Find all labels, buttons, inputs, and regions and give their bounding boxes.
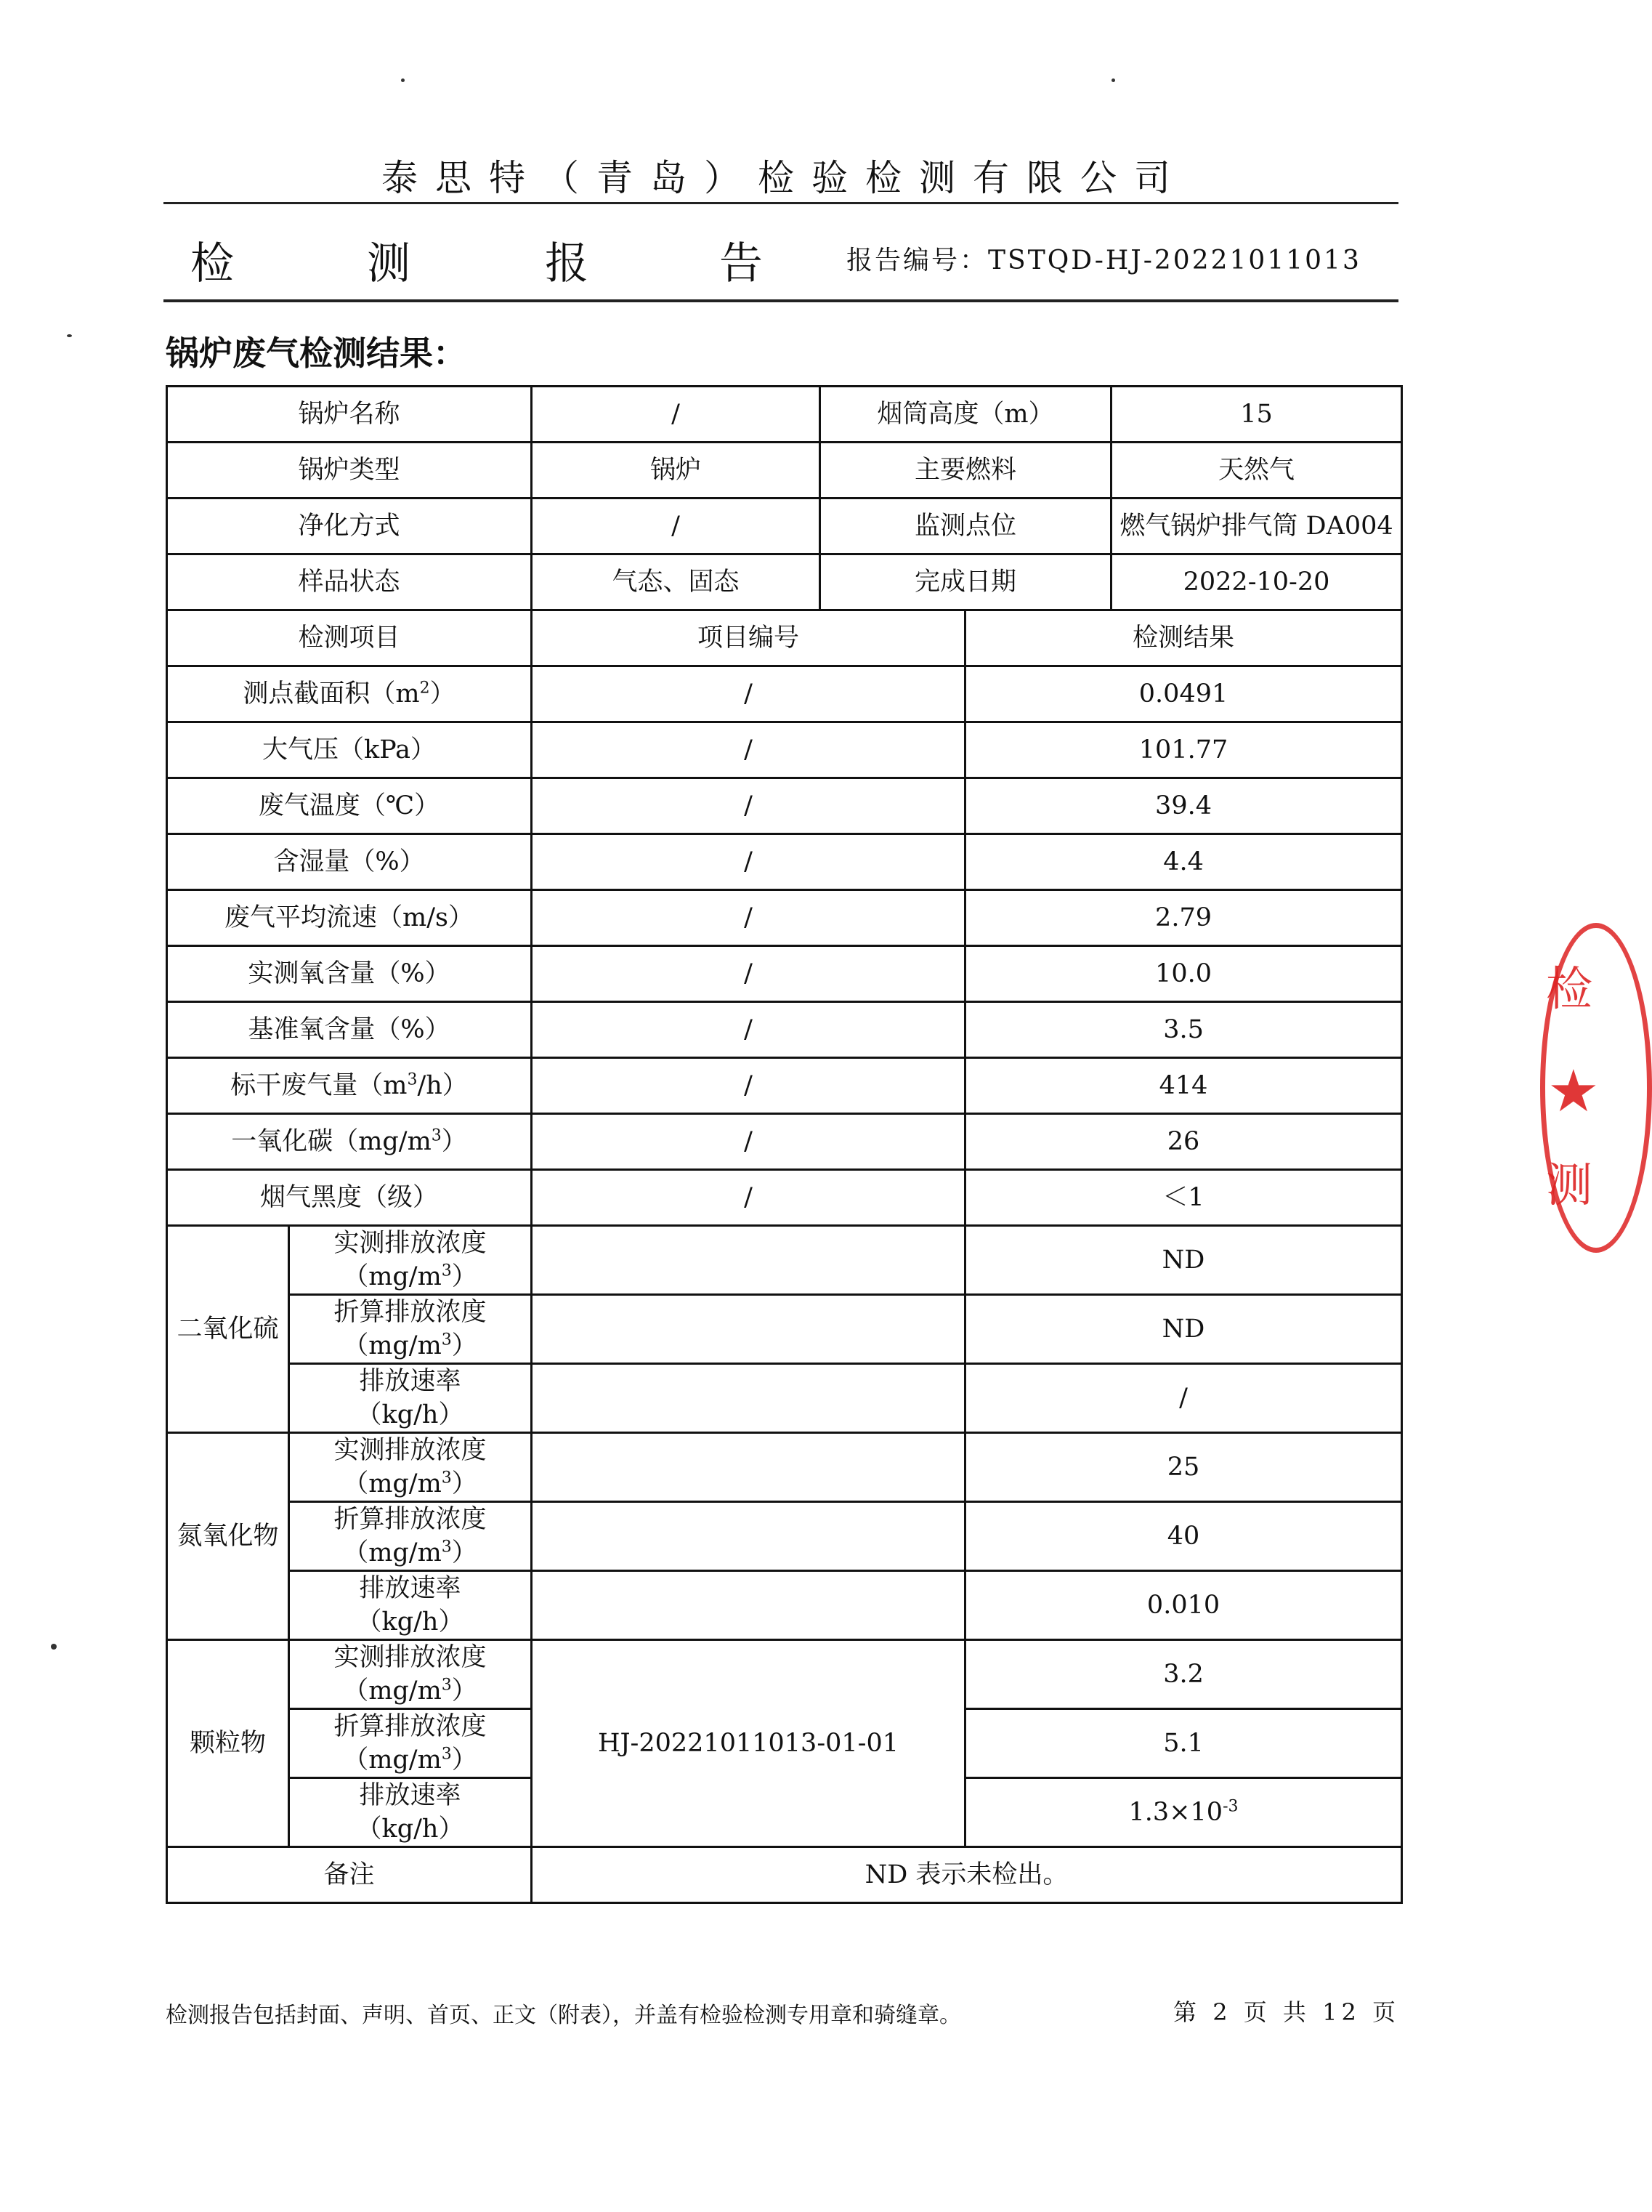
table-row [167, 722, 1402, 778]
so2-code-cell [532, 1364, 965, 1433]
param-code: / [532, 666, 965, 722]
note-label: 备注 [167, 1847, 532, 1903]
param-name: 一氧化碳$(mg/m^3)$ [167, 1114, 532, 1170]
table-row [167, 778, 1402, 834]
param-value: 39.4 [965, 778, 1402, 834]
so2-rate-row [167, 1364, 1402, 1433]
info-row [167, 387, 1402, 443]
seal-star-icon: ★ [1547, 1057, 1600, 1125]
boiler-type-label: 锅炉类型 [167, 443, 532, 498]
so2-label: 二氧化硫 [167, 1226, 289, 1433]
note-row [167, 1847, 1402, 1903]
param-name: 基准氧含量（%） [167, 1002, 532, 1058]
param-value: 101.77 [965, 722, 1402, 778]
purify-value: / [532, 498, 820, 554]
nox-label: 氮氧化物 [167, 1433, 289, 1640]
company-name: 泰思特（青岛）检验检测有限公司 [381, 157, 1188, 199]
header-rule-bottom [163, 299, 1398, 302]
param-value: ＜1 [965, 1170, 1402, 1226]
so2-measured-row [167, 1226, 1402, 1295]
table-row [167, 834, 1402, 890]
fuel-value: 天然气 [1112, 443, 1402, 498]
so2-code-cell [532, 1295, 965, 1364]
so2-converted-value: ND [965, 1295, 1402, 1364]
date-label: 完成日期 [820, 554, 1112, 610]
param-name: 大气压（kPa） [167, 722, 532, 778]
info-row [167, 498, 1402, 554]
column-header-row [167, 610, 1402, 666]
sub-label-converted: 折算排放浓度 $(mg/m^3)$ [289, 1502, 532, 1571]
report-word-4: 告 [719, 238, 763, 289]
date-value: 2022-10-20 [1112, 554, 1402, 610]
param-name: 实测氧含量（%） [167, 946, 532, 1002]
sub-label-measured: 实测排放浓度 $(mg/m^3)$ [289, 1226, 532, 1295]
sub-label-converted: 折算排放浓度 $(mg/m^3)$ [289, 1295, 532, 1364]
sub-label-rate: 排放速率 （kg/h） [289, 1364, 532, 1433]
header-rule-top [163, 202, 1398, 204]
sample-value: 气态、固态 [532, 554, 820, 610]
fuel-label: 主要燃料 [820, 443, 1112, 498]
nox-converted-value: 40 [965, 1502, 1402, 1571]
param-code: / [532, 778, 965, 834]
param-name: 烟气黑度（级） [167, 1170, 532, 1226]
sub-label-rate: 排放速率 （kg/h） [289, 1571, 532, 1640]
nox-rate-value: 0.010 [965, 1571, 1402, 1640]
column-header-item: 检测项目 [167, 610, 532, 666]
nox-converted-row [167, 1502, 1402, 1571]
scan-speck [1112, 78, 1115, 82]
param-name: 废气平均流速（m/s） [167, 890, 532, 946]
results-table [166, 385, 1403, 1904]
param-value: 2.79 [965, 890, 1402, 946]
report-word-2: 测 [367, 238, 410, 289]
table-row [167, 1002, 1402, 1058]
param-code: / [532, 946, 965, 1002]
point-value: 燃气锅炉排气筒 DA004 [1112, 498, 1402, 554]
table-row [167, 1058, 1402, 1114]
table-row [167, 890, 1402, 946]
param-value: 4.4 [965, 834, 1402, 890]
pm-measured-value: 3.2 [965, 1640, 1402, 1709]
param-code: / [532, 1058, 965, 1114]
pm-label: 颗粒物 [167, 1640, 289, 1847]
table-row [167, 666, 1402, 722]
nox-code-cell [532, 1433, 965, 1502]
sample-label: 样品状态 [167, 554, 532, 610]
seal-char-2: 测 [1546, 1159, 1592, 1213]
table-row [167, 1170, 1402, 1226]
nox-code-cell [532, 1571, 965, 1640]
scan-speck [67, 334, 72, 337]
point-label: 监测点位 [820, 498, 1112, 554]
scan-speck [51, 1644, 57, 1650]
param-code: / [532, 1002, 965, 1058]
boiler-name-value: / [532, 387, 820, 443]
seal-char-1: 检 [1546, 963, 1592, 1017]
param-name: 测点截面积$(m^2)$ [167, 666, 532, 722]
param-code: / [532, 1170, 965, 1226]
param-value: 10.0 [965, 946, 1402, 1002]
param-name: 标干废气量$(m^3/h)$ [167, 1058, 532, 1114]
param-name: 废气温度（℃） [167, 778, 532, 834]
boiler-type-value: 锅炉 [532, 443, 820, 498]
param-value: 3.5 [965, 1002, 1402, 1058]
so2-converted-row [167, 1295, 1402, 1364]
purify-label: 净化方式 [167, 498, 532, 554]
report-number-label: 报告编号： [846, 246, 989, 275]
so2-rate-value: / [965, 1364, 1402, 1433]
param-code: / [532, 890, 965, 946]
info-row [167, 554, 1402, 610]
param-code: / [532, 722, 965, 778]
nox-code-cell [532, 1502, 965, 1571]
column-header-code: 项目编号 [532, 610, 965, 666]
scan-speck [401, 78, 405, 82]
param-code: / [532, 834, 965, 890]
param-value: 414 [965, 1058, 1402, 1114]
stack-height-label: 烟筒高度（m） [820, 387, 1112, 443]
sub-label-measured: 实测排放浓度 $(mg/m^3)$ [289, 1433, 532, 1502]
so2-code-cell [532, 1226, 965, 1295]
report-number-value: TSTQD-HJ-20221011013 [988, 246, 1361, 275]
param-value: 0.0491 [965, 666, 1402, 722]
sub-label-rate: 排放速率 （kg/h） [289, 1778, 532, 1847]
pm-code: HJ-20221011013-01-01 [532, 1640, 965, 1847]
nox-measured-row [167, 1433, 1402, 1502]
report-word-3: 报 [545, 238, 588, 289]
param-name: 含湿量（%） [167, 834, 532, 890]
section-title: 锅炉废气检测结果： [166, 334, 466, 373]
page-number: 第 2 页 共 12 页 [1173, 1998, 1400, 2026]
note-text: ND 表示未检出。 [532, 1847, 1402, 1903]
sub-label-measured: 实测排放浓度 $(mg/m^3)$ [289, 1640, 532, 1709]
info-row [167, 443, 1402, 498]
nox-rate-row [167, 1571, 1402, 1640]
pm-converted-value: 5.1 [965, 1709, 1402, 1778]
stack-height-value: 15 [1112, 387, 1402, 443]
pm-rate-value: $1.3\times 10^{-3}$ [965, 1778, 1402, 1847]
report-word-1: 检 [190, 238, 234, 289]
param-value: 26 [965, 1114, 1402, 1170]
nox-measured-value: 25 [965, 1433, 1402, 1502]
sub-label-converted: 折算排放浓度 $(mg/m^3)$ [289, 1709, 532, 1778]
footer-text: 检测报告包括封面、声明、首页、正文（附表），并盖有检验检测专用章和骑缝章。 [166, 2003, 961, 2028]
boiler-name-label: 锅炉名称 [167, 387, 532, 443]
table-row [167, 1114, 1402, 1170]
so2-measured-value: ND [965, 1226, 1402, 1295]
pm-measured-row [167, 1640, 1402, 1709]
table-row [167, 946, 1402, 1002]
param-code: / [532, 1114, 965, 1170]
column-header-result: 检测结果 [965, 610, 1402, 666]
report-number [846, 240, 1361, 277]
